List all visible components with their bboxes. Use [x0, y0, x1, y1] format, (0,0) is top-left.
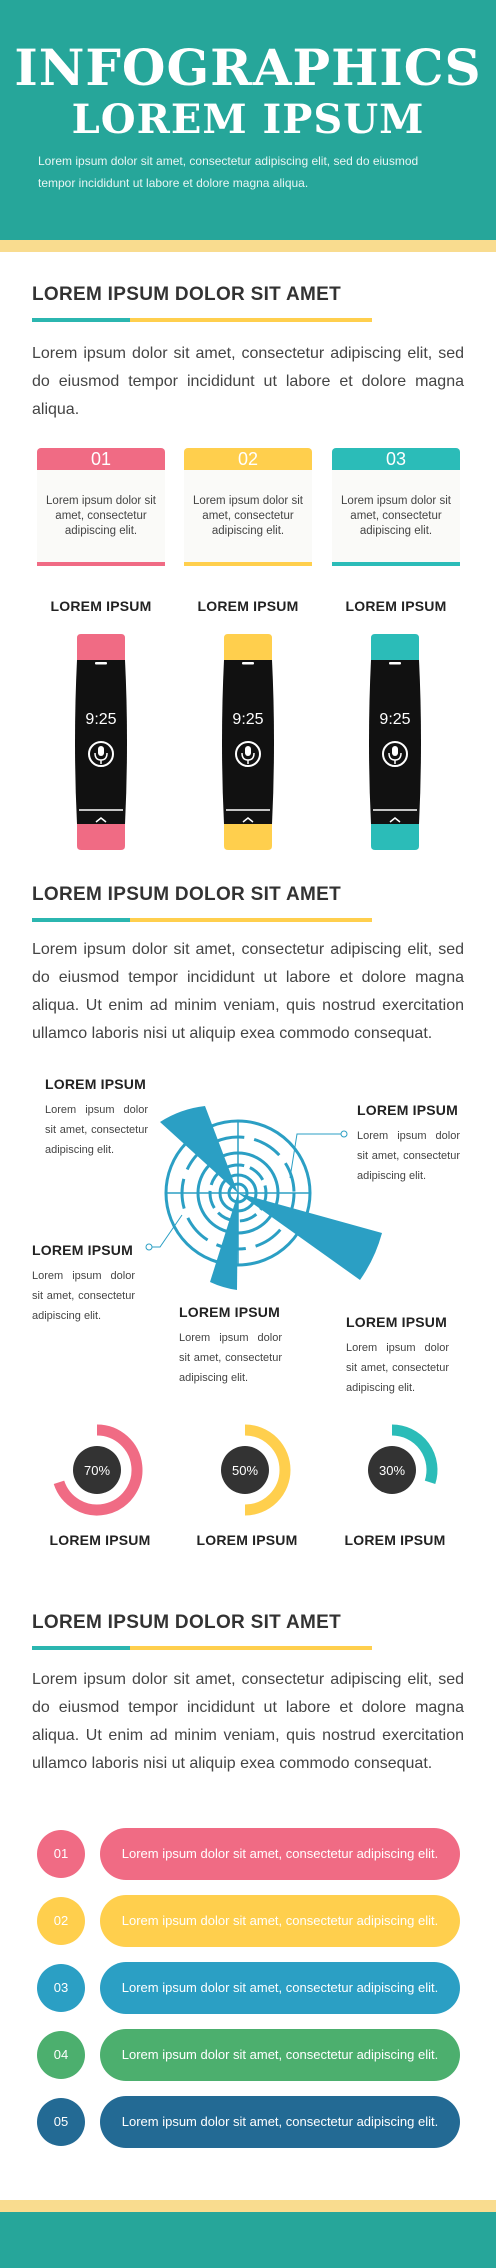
callout-text-3: Lorem ipsum dolor sit amet, consectetur adipiscing elit. [32, 1270, 135, 1322]
donut-charts [0, 1420, 496, 1530]
list-item-4: Lorem ipsum dolor sit amet, consectetur adipiscing elit. [100, 2029, 460, 2081]
info-card-2 [184, 448, 312, 566]
callout-title-4: LOREM IPSUM [179, 1304, 280, 1320]
card-text: Lorem ipsum dolor sit amet, consectetur adipiscing elit. [341, 495, 451, 537]
card-number: 03 [332, 448, 460, 470]
list-item-5: Lorem ipsum dolor sit amet, consectetur adipiscing elit. [100, 2096, 460, 2148]
card-text: Lorem ipsum dolor sit amet, consectetur adipiscing elit. [46, 495, 156, 537]
list-number-4: 04 [37, 2031, 85, 2079]
donut-percent-1: 70% [83, 1463, 111, 1478]
callout-title-1: LOREM IPSUM [45, 1076, 146, 1092]
band-time: 9:25 [379, 711, 411, 728]
list-item-3: Lorem ipsum dolor sit amet, consectetur adipiscing elit. [100, 1962, 460, 2014]
section2-underline [32, 918, 372, 922]
header-stripe [0, 240, 496, 252]
section3-title: LOREM IPSUM DOLOR SIT AMET [32, 1612, 341, 1633]
card-bottom-bar [37, 562, 165, 566]
band-label-1: LOREM IPSUM [50, 598, 152, 614]
info-card-3 [332, 448, 460, 566]
fitness-band-3 [367, 632, 423, 852]
list-number-5: 05 [37, 2098, 85, 2146]
footer-stripe [0, 2200, 496, 2212]
list-number-3: 03 [37, 1964, 85, 2012]
list-item-1: Lorem ipsum dolor sit amet, consectetur adipiscing elit. [100, 1828, 460, 1880]
donut-percent-2: 50% [231, 1463, 259, 1478]
fitness-band-2 [220, 632, 276, 852]
card-bottom-bar [332, 562, 460, 566]
title-line-2: LOREM IPSUM [71, 96, 425, 143]
callout-text-1: Lorem ipsum dolor sit amet, consectetur adipiscing elit. [45, 1104, 148, 1156]
section2-title: LOREM IPSUM DOLOR SIT AMET [32, 884, 341, 905]
section1-underline [32, 318, 372, 322]
title-line-1: INFOGRAPHICS [14, 38, 482, 97]
section2-paragraph: Lorem ipsum dolor sit amet, consectetur adipiscing elit, sed do eiusmod tempor incididunt ut labore et dolore magna aliqua. Ut enim ad minim veniam, quis nostrud exercitation ullamco laboris nisi ut aliquip exea commodo consequat. [32, 941, 464, 1042]
callout-text-4: Lorem ipsum dolor sit amet, consectetur adipiscing elit. [179, 1332, 282, 1384]
footer-banner [0, 2212, 496, 2268]
card-number: 02 [184, 448, 312, 470]
callout-title-2: LOREM IPSUM [357, 1102, 458, 1118]
donut-label-3: LOREM IPSUM [344, 1532, 446, 1548]
card-text: Lorem ipsum dolor sit amet, consectetur adipiscing elit. [193, 495, 303, 537]
band-label-3: LOREM IPSUM [345, 598, 447, 614]
section3-paragraph: Lorem ipsum dolor sit amet, consectetur adipiscing elit, sed do eiusmod tempor incididunt ut labore et dolore magna aliqua. Ut enim ad minim veniam, quis nostrud exercitation ullamco laboris nisi ut aliquip exea commodo consequat. [32, 1671, 464, 1772]
list-item-2: Lorem ipsum dolor sit amet, consectetur adipiscing elit. [100, 1895, 460, 1947]
callout-title-3: LOREM IPSUM [32, 1242, 133, 1258]
card-bottom-bar [184, 562, 312, 566]
band-label-2: LOREM IPSUM [197, 598, 299, 614]
band-time: 9:25 [232, 711, 264, 728]
list-number-2: 02 [37, 1897, 85, 1945]
fitness-band-1 [73, 632, 129, 852]
callout-text-2: Lorem ipsum dolor sit amet, consectetur adipiscing elit. [357, 1130, 460, 1182]
band-time: 9:25 [85, 711, 117, 728]
header-text: Lorem ipsum dolor sit amet, consectetur adipiscing elit, sed do eiusmod tempor incididunt ut labore et dolore magna aliqua. [38, 154, 419, 190]
callout-text-5: Lorem ipsum dolor sit amet, consectetur adipiscing elit. [346, 1342, 449, 1394]
section1-title: LOREM IPSUM DOLOR SIT AMET [32, 284, 341, 305]
donut-label-2: LOREM IPSUM [196, 1532, 298, 1548]
callout-title-5: LOREM IPSUM [346, 1314, 447, 1330]
header-banner [0, 0, 496, 240]
info-card-1 [37, 448, 165, 566]
section1-paragraph: Lorem ipsum dolor sit amet, consectetur adipiscing elit, sed do eiusmod tempor incididunt ut labore et dolore magna aliqua. [32, 345, 464, 418]
section3-underline [32, 1646, 372, 1650]
donut-label-1: LOREM IPSUM [49, 1532, 151, 1548]
list-number-1: 01 [37, 1830, 85, 1878]
donut-percent-3: 30% [378, 1463, 406, 1478]
card-number: 01 [37, 448, 165, 470]
